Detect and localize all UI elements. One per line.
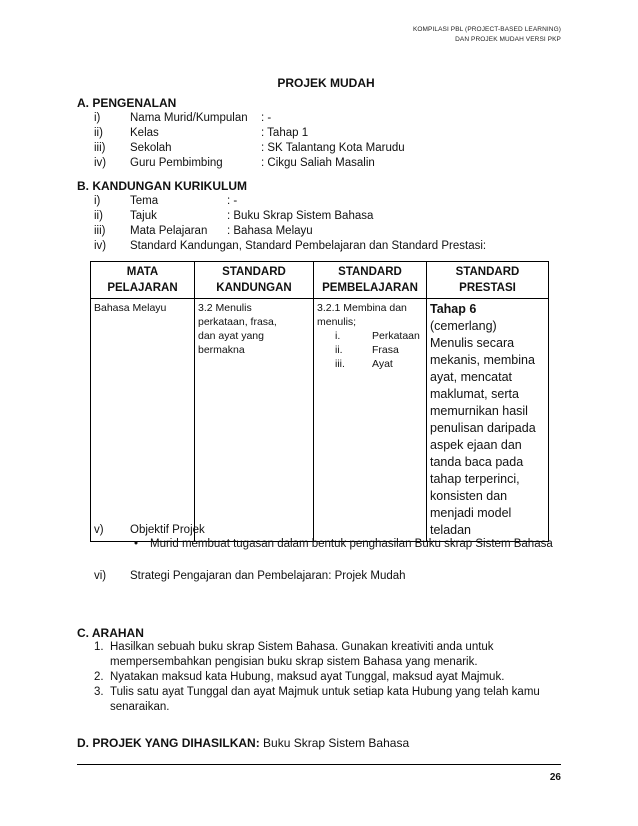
row-value: : Cikgu Saliah Masalin xyxy=(261,157,375,169)
row-number: v) xyxy=(94,524,104,536)
row-number: iv) xyxy=(94,240,107,252)
table-row xyxy=(91,299,549,542)
section-a-row xyxy=(94,110,494,126)
prestasi-line: teladan xyxy=(430,523,472,537)
item-text: Ayat xyxy=(372,358,393,370)
row-number: ii) xyxy=(94,210,103,222)
row-value: : Bahasa Melayu xyxy=(227,225,313,237)
item-text: Hasilkan sebuah buku skrap Sistem Bahasa. Gunakan kreativiti anda untuk xyxy=(110,641,494,653)
cell-standard-kandungan xyxy=(195,299,314,542)
row-number: iii) xyxy=(94,142,106,154)
row-label: Standard Kandungan, Standard Pembelajaran dan Standard Prestasi: xyxy=(130,240,487,252)
prestasi-line: menjadi model xyxy=(430,506,512,520)
row-label: Sekolah xyxy=(130,142,172,154)
item-text: Nyatakan maksud kata Hubung, maksud ayat Tunggal, maksud ayat Majmuk. xyxy=(110,671,505,683)
prestasi-line: ayat, mencatat xyxy=(430,370,512,384)
subject-text: Bahasa Melayu xyxy=(94,302,167,314)
bullet-icon: • xyxy=(134,538,139,550)
row-label: Guru Pembimbing xyxy=(130,157,223,169)
row-number: ii) xyxy=(94,127,103,139)
item-number: ii. xyxy=(335,344,343,356)
item-number: i. xyxy=(335,330,341,342)
row-number: vi) xyxy=(94,570,107,582)
column-header-mata-pelajaran xyxy=(91,262,195,299)
section-d-value: Buku Skrap Sistem Bahasa xyxy=(259,736,410,750)
kandungan-line: bermakna xyxy=(198,344,245,356)
header-line: STANDARD xyxy=(222,266,286,278)
column-header-standard-prestasi xyxy=(427,262,549,299)
row-label: Nama Murid/Kumpulan xyxy=(130,112,248,124)
row-number: i) xyxy=(94,195,101,207)
item-text-continued: senaraikan. xyxy=(110,701,170,713)
header-line-2: DAN PROJEK MUDAH VERSI PKP xyxy=(455,36,561,43)
prestasi-line: aspek ejaan dan xyxy=(430,438,522,452)
row-label: Tajuk xyxy=(130,210,157,222)
item-text: Perkataan xyxy=(372,330,420,342)
row-number: iii) xyxy=(94,225,106,237)
kandungan-line: 3.2 Menulis xyxy=(198,302,252,314)
footer-divider xyxy=(77,764,561,765)
instruction-item xyxy=(94,640,550,670)
prestasi-line: tanda baca pada xyxy=(430,455,524,469)
page-title: PROJEK MUDAH xyxy=(277,76,375,90)
header-line: MATA xyxy=(126,266,159,278)
prestasi-title: Tahap 6 xyxy=(430,302,477,316)
item-number: 1. xyxy=(94,641,104,653)
pembelajaran-line: 3.2.1 Membina dan xyxy=(317,302,407,314)
prestasi-line: tahap terperinci, xyxy=(430,472,520,486)
section-a-row xyxy=(94,155,494,171)
section-a-heading: A. PENGENALAN xyxy=(77,96,177,110)
prestasi-line: penulisan daripada xyxy=(430,421,536,435)
row-label: Mata Pelajaran xyxy=(130,225,208,237)
section-b-heading: B. KANDUNGAN KURIKULUM xyxy=(77,179,247,193)
row-value: : - xyxy=(261,112,272,124)
item-text: Tulis satu ayat Tunggal dan ayat Majmuk untuk setiap kata Hubung yang telah kamu xyxy=(110,686,540,698)
column-header-standard-pembelajaran xyxy=(314,262,427,299)
cell-standard-pembelajaran xyxy=(314,299,427,542)
item-number: iii. xyxy=(335,358,345,370)
curriculum-table xyxy=(90,261,549,542)
item-text: Frasa xyxy=(372,344,399,356)
row-value: : SK Talantang Kota Marudu xyxy=(261,142,405,154)
header-line-1: KOMPILASI PBL (PROJECT-BASED LEARNING) xyxy=(412,26,561,33)
prestasi-line: mekanis, membina xyxy=(430,353,535,367)
header-line: STANDARD xyxy=(338,266,402,278)
column-header-standard-kandungan xyxy=(195,262,314,299)
section-b-row xyxy=(94,208,494,224)
page-number: 26 xyxy=(549,772,561,783)
section-d xyxy=(77,736,409,750)
pembelajaran-item xyxy=(317,343,423,357)
prestasi-line: konsisten dan xyxy=(430,489,508,503)
section-a-row xyxy=(94,140,494,156)
pembelajaran-item xyxy=(317,357,423,371)
pembelajaran-line: menulis; xyxy=(317,316,357,328)
prestasi-line: memurnikan hasil xyxy=(430,404,528,418)
row-number: i) xyxy=(94,112,101,124)
strategi-row xyxy=(94,568,524,584)
row-label: Tema xyxy=(130,195,159,207)
row-value: : Buku Skrap Sistem Bahasa xyxy=(227,210,374,222)
cell-standard-prestasi xyxy=(427,299,549,542)
bullet-text: Murid membuat tugasan dalam bentuk penghasilan Buku skrap Sistem Bahasa xyxy=(150,538,553,550)
kandungan-line: perkataan, frasa, xyxy=(198,316,277,328)
section-b-row xyxy=(94,238,524,254)
row-label: Kelas xyxy=(130,127,159,139)
prestasi-line: maklumat, serta xyxy=(430,387,519,401)
header-line: KANDUNGAN xyxy=(216,282,292,294)
item-number: 2. xyxy=(94,671,104,683)
table-header-row xyxy=(91,262,549,299)
section-b-row xyxy=(94,223,494,239)
cell-mata-pelajaran xyxy=(91,299,195,542)
kandungan-line: dan ayat yang xyxy=(198,330,264,342)
header-line: STANDARD xyxy=(455,266,520,278)
running-header xyxy=(413,25,561,45)
header-line: PRESTASI xyxy=(459,282,516,294)
section-a-row xyxy=(94,125,494,141)
instruction-item xyxy=(94,685,550,715)
section-b-row xyxy=(94,193,494,209)
instruction-item xyxy=(94,670,550,685)
objektif-label: Objektif Projek xyxy=(130,524,205,536)
prestasi-line: Menulis secara xyxy=(430,336,515,350)
row-value: : - xyxy=(227,195,238,207)
objektif-bullet-item xyxy=(130,536,560,552)
item-text-continued: mempersembahkan pengisian buku skrap sistem Bahasa yang menarik. xyxy=(110,656,478,668)
header-line: PELAJARAN xyxy=(107,282,178,294)
section-c-heading: C. ARAHAN xyxy=(77,626,144,640)
header-line: PEMBELAJARAN xyxy=(322,282,418,294)
row-number: iv) xyxy=(94,157,107,169)
strategi-label: Strategi Pengajaran dan Pembelajaran: Projek Mudah xyxy=(130,570,406,582)
prestasi-line: (cemerlang) xyxy=(430,319,497,333)
item-number: 3. xyxy=(94,686,104,698)
row-value: : Tahap 1 xyxy=(261,127,309,139)
pembelajaran-item xyxy=(317,329,423,343)
section-d-heading: D. PROJEK YANG DIHASILKAN: xyxy=(77,736,260,750)
